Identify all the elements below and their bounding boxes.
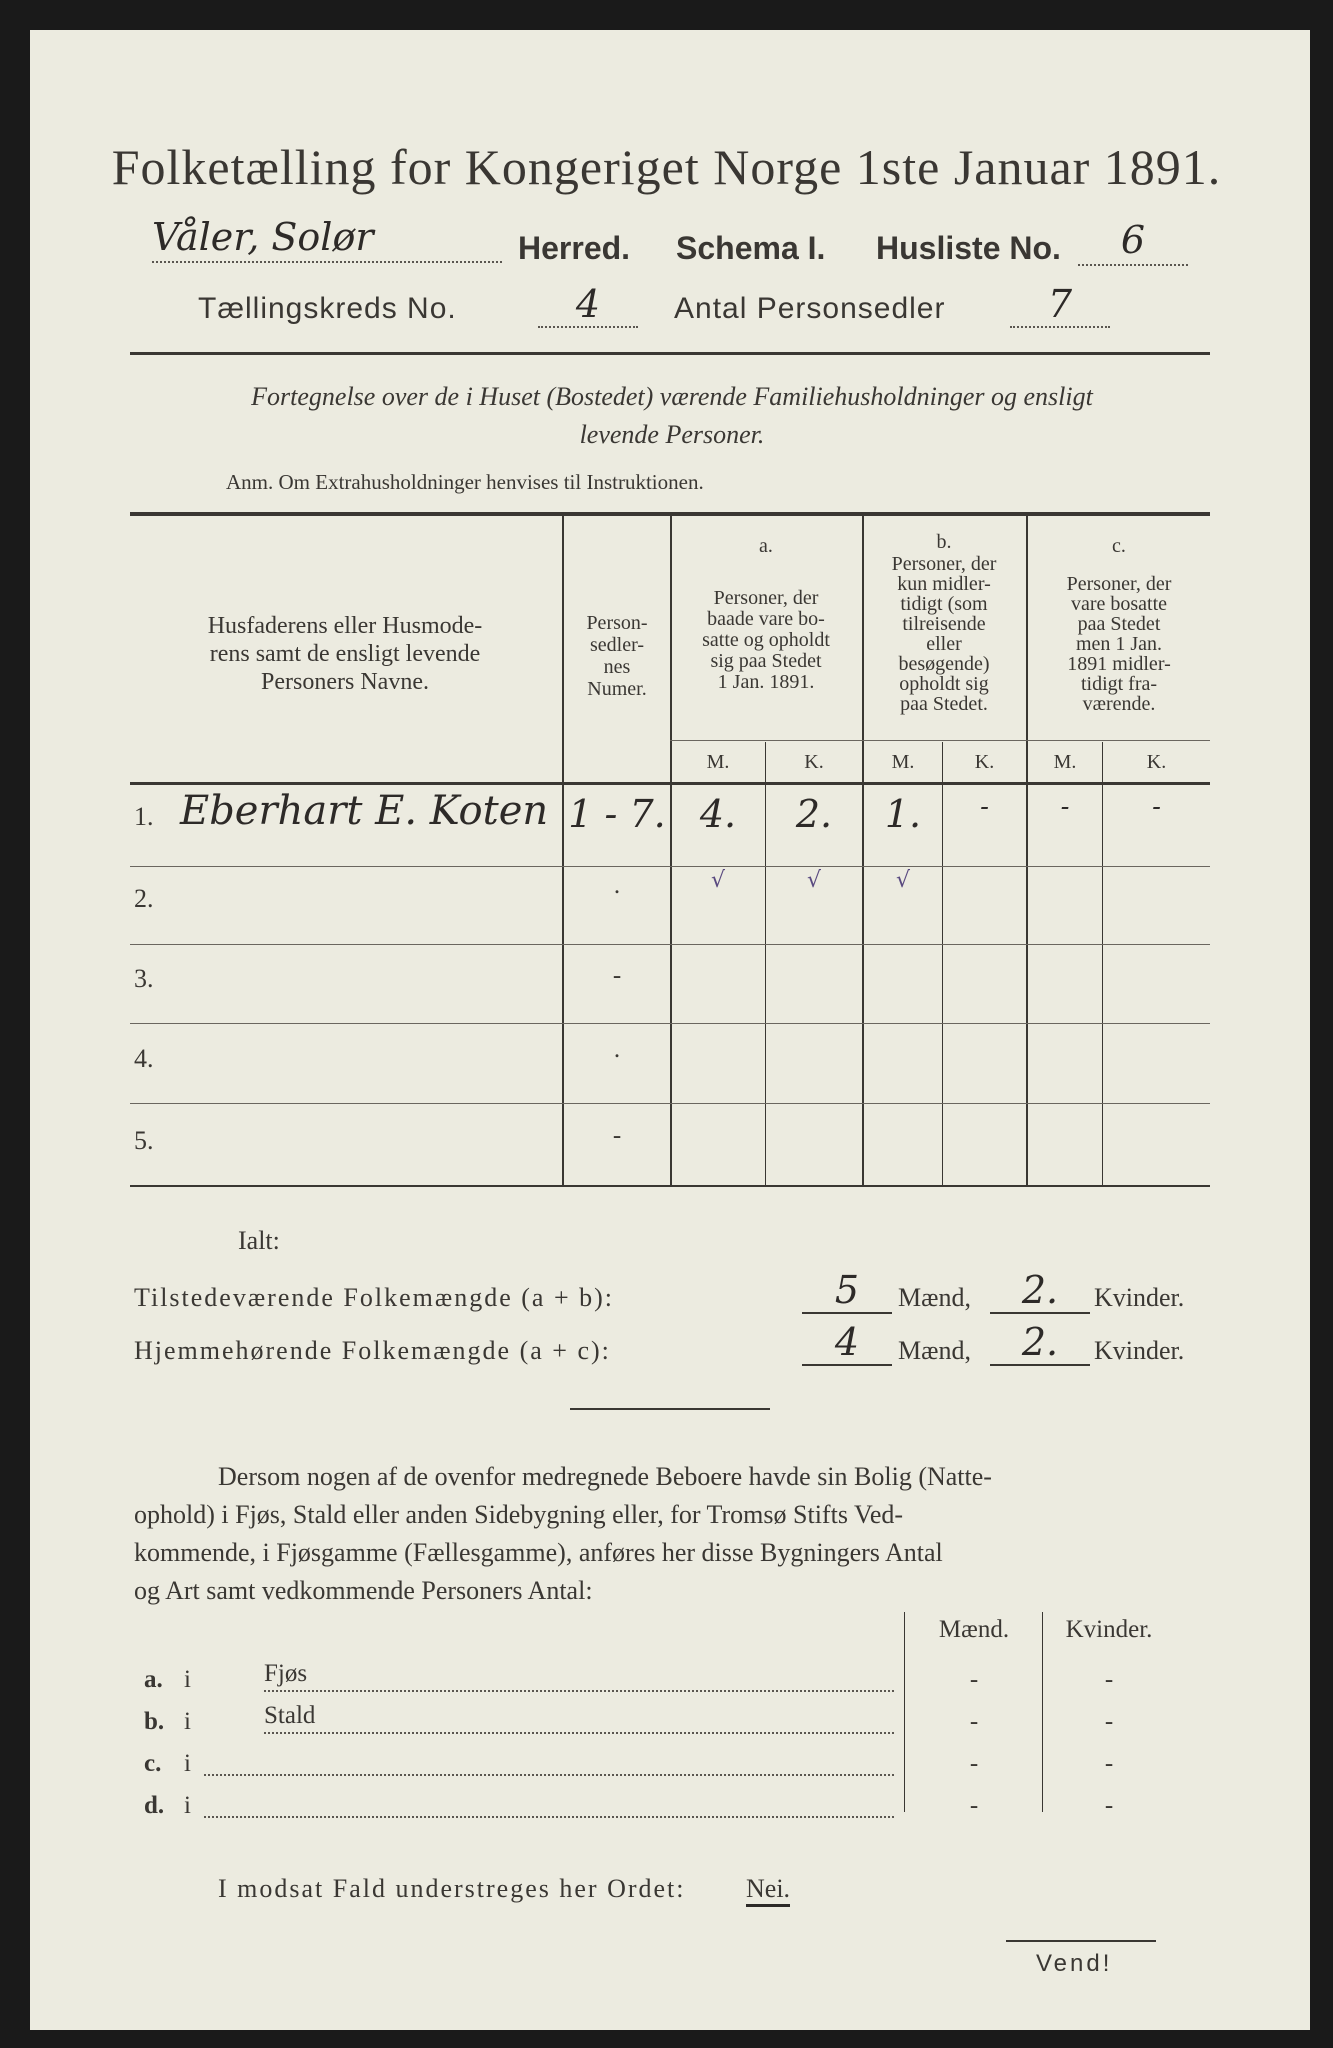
kreds-value: 4 [538, 282, 638, 328]
row-number-3: 3. [134, 964, 154, 993]
vend-label: Vend! [1036, 1950, 1113, 1977]
row-number-4: 4. [134, 1044, 154, 1073]
col-b-k-label: K. [974, 751, 995, 773]
section-divider [570, 1408, 770, 1410]
row-am-2: √ [710, 868, 726, 893]
row-rule-2 [130, 944, 1210, 945]
col-a-header: Personer, der baade vare bo- satte og opholdt sig paa Stedet 1 Jan. 1891. [702, 587, 830, 693]
col-name-header: Husfaderens eller Husmode- rens samt de ensligt levende Personers Navne. [207, 613, 483, 695]
row-num-5: - [612, 1122, 622, 1149]
anm-note: Anm. Om Extrahusholdninger henvises til Instruktionen. [226, 470, 704, 494]
buildings-paragraph: Dersom nogen af de ovenfor medregnede Beboere havde sin Bolig (Natte- ophold) i Fjøs, Stald eller anden Sidebygning eller, for Tromsø Stifts Ved- kommende, i Fjøsgamme (Fællesgamme), anføres her disse Bygningers Antal og Art samt vedkommende Personers Antal: [134, 1462, 992, 1605]
row-number-2: 2. [134, 884, 154, 913]
row-number-5: 5. [134, 1126, 154, 1155]
mk-header-rule [670, 740, 1210, 741]
husliste-label: Husliste No. [876, 230, 1061, 266]
row-ak-1: 2. [795, 792, 833, 836]
husliste-value: 6 [1078, 218, 1188, 266]
tilstede-label: Tilstedeværende Folkemængde (a + b): [134, 1283, 614, 1312]
building-m-b: - [969, 1708, 979, 1735]
row-rule-4 [130, 1103, 1210, 1104]
buildings-divider-1 [904, 1612, 905, 1812]
building-letter-b: b. [144, 1708, 165, 1735]
building-i-a: i [184, 1666, 191, 1693]
row-rule-1 [130, 866, 1210, 867]
kreds-label: Tællingskreds No. [198, 292, 457, 325]
building-k-a: - [1104, 1666, 1114, 1693]
building-label-a: Fjøs [264, 1660, 894, 1692]
tilstede-kvinder-word: Kvinder. [1094, 1283, 1185, 1312]
building-m-a: - [969, 1666, 979, 1693]
row-ak-2: √ [806, 868, 822, 893]
modsat-label: I modsat Fald understreges her Ordet: [218, 1874, 686, 1903]
intro-line-2: levende Personer. [579, 420, 765, 449]
building-m-c: - [969, 1750, 979, 1777]
building-label-c [204, 1744, 894, 1776]
hjemme-kvinder-word: Kvinder. [1094, 1336, 1185, 1365]
col-b-m-label: M. [891, 751, 915, 773]
personsedler-value: 7 [1010, 282, 1110, 328]
col-b-header: Personer, der kun midler- tidigt (som tilreisende eller besøgende) opholdt sig paa Stedet. [891, 553, 997, 715]
buildings-maend-header: Mænd. [938, 1616, 1010, 1643]
row-bk-1: - [980, 792, 989, 822]
col-a-letter: a. [759, 535, 773, 557]
personsedler-label: Antal Personsedler [674, 292, 946, 325]
col-a-k-label: K. [804, 751, 824, 773]
row-rule-3 [130, 1023, 1210, 1024]
form-title: Folketælling for Kongeriget Norge 1ste Januar 1891. [111, 139, 1222, 195]
row-num-4: . [613, 1036, 621, 1063]
row-number-1: 1. [134, 802, 154, 831]
building-letter-d: d. [144, 1792, 165, 1819]
row-num-3: - [612, 962, 622, 989]
row-bm-1: 1. [884, 792, 922, 836]
building-i-b: i [184, 1708, 191, 1735]
hjemme-maend: 4 [802, 1320, 892, 1366]
hjemme-kvinder: 2. [990, 1320, 1090, 1366]
census-form-page [30, 30, 1310, 2030]
row-bm-2: √ [895, 868, 911, 893]
tilstede-maend-word: Mænd, [898, 1283, 971, 1312]
tilstede-maend: 5 [802, 1268, 892, 1314]
row-ck-1: - [1152, 792, 1161, 822]
herred-value: Våler, Solør [152, 215, 502, 263]
col-num-header: Person- sedler- nes Numer. [586, 612, 648, 700]
col-divider-name [562, 516, 564, 1186]
building-k-d: - [1104, 1792, 1114, 1819]
col-a-m-label: M. [706, 751, 730, 773]
col-c-k-label: K. [1146, 751, 1167, 773]
building-letter-c: c. [144, 1750, 162, 1777]
building-i-c: i [184, 1750, 191, 1777]
nei-word: Nei. [746, 1874, 790, 1907]
building-label-b: Stald [264, 1702, 894, 1734]
building-i-d: i [184, 1792, 191, 1819]
col-c-letter: c. [1112, 535, 1126, 557]
schema-label: Schema I. [676, 230, 826, 266]
building-label-d [204, 1786, 894, 1818]
row-num-2: . [613, 872, 621, 899]
building-letter-a: a. [144, 1666, 163, 1693]
col-b-letter: b. [936, 531, 952, 553]
col-c-m-label: M. [1053, 751, 1077, 773]
building-k-b: - [1104, 1708, 1114, 1735]
intro-line-1: Fortegnelse over de i Huset (Bostedet) værende Familiehusholdninger og ensligt [251, 382, 1093, 411]
vend-rule [1006, 1940, 1156, 1942]
row-cm-1: - [1060, 792, 1070, 822]
buildings-kvinder-header: Kvinder. [1065, 1616, 1153, 1643]
hjemme-maend-word: Mænd, [898, 1336, 971, 1365]
herred-label: Herred. [518, 230, 631, 266]
col-c-header: Personer, der vare bosatte paa Stedet men 1 Jan. 1891 midler- tidigt fra- værende. [1066, 573, 1172, 715]
header-rule [130, 352, 1210, 355]
tilstede-kvinder: 2. [990, 1268, 1090, 1314]
building-m-d: - [969, 1792, 979, 1819]
row-am-1: 4. [699, 792, 737, 836]
row-name-1: Eberhart E. Koten [180, 788, 549, 834]
hjemme-label: Hjemmehørende Folkemængde (a + c): [134, 1336, 611, 1365]
ialt-label: Ialt: [238, 1226, 280, 1255]
row-num-1: 1 - 7. [568, 792, 666, 836]
buildings-divider-2 [1042, 1612, 1043, 1812]
building-k-c: - [1104, 1750, 1114, 1777]
